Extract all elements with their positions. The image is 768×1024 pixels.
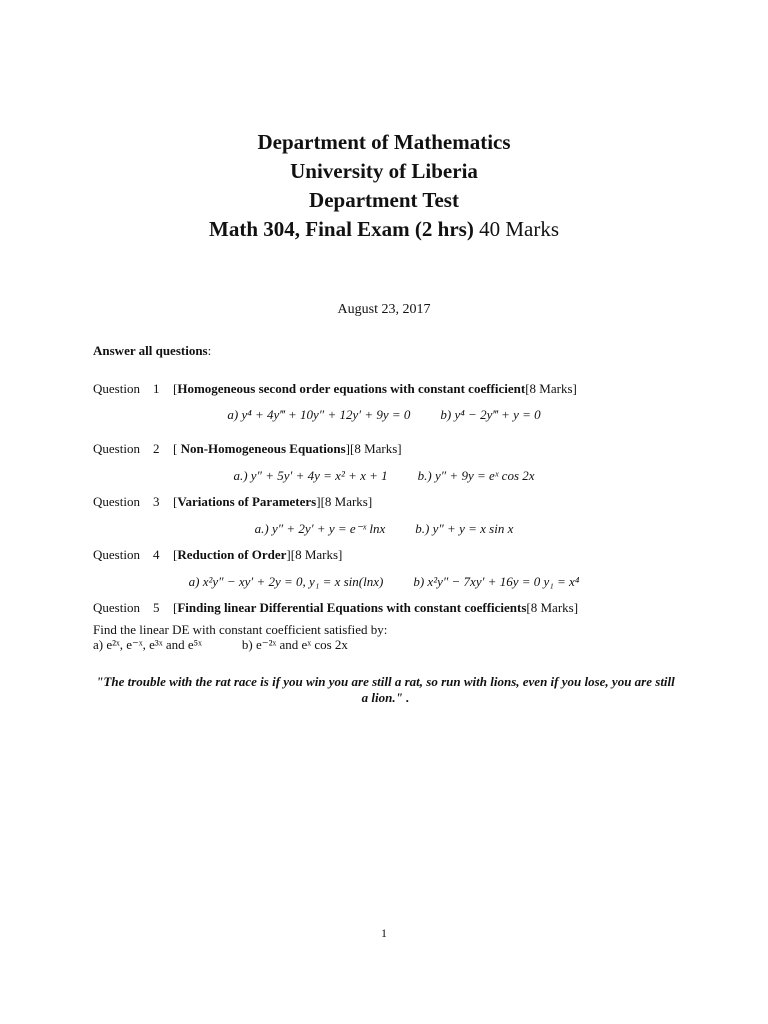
question-2-heading: Question 2 [ Non-Homogeneous Equations][8 Marks]	[93, 441, 402, 456]
question-4-heading: Question 4 [Reduction of Order][8 Marks]	[93, 547, 343, 562]
total-marks: 40 Marks	[473, 217, 559, 241]
equation-a: a) x²y″ − xy′ + 2y = 0, y₁ = x sin(lnx)	[188, 574, 384, 589]
course-title	[0, 215, 768, 244]
question-marks: [8 Marks]	[320, 494, 373, 509]
exam-date: August 23, 2017	[337, 302, 431, 317]
question-marks: [8 Marks]	[350, 441, 402, 456]
question-label: Question	[93, 494, 140, 509]
equation-a: a.) y″ + 2y′ + y = e⁻ˣ lnx	[254, 521, 386, 536]
test-title: Department Test	[309, 188, 459, 212]
question-title: Finding linear Differential Equations with constant coefficients	[177, 600, 527, 615]
instructions-bold: Answer all questions	[93, 343, 208, 358]
question-label: Question	[93, 381, 140, 396]
question-label: Question	[93, 547, 140, 562]
instructions-colon: :	[207, 343, 212, 358]
closing-quote: "The trouble with the rat race is if you win you are still a rat, so run with lions, even if you lose, you are still a lion." .	[96, 674, 675, 705]
question-label: Question	[93, 441, 140, 456]
equation-b: b.) y″ + y = x sin x	[415, 521, 514, 536]
equation-a: a.) y″ + 5y′ + 4y = x² + x + 1	[233, 468, 388, 483]
question-marks: [8 Marks]	[525, 381, 577, 396]
question-title: Variations of Parameters	[177, 494, 317, 509]
question-3-heading: Question 3 [Variations of Parameters][8 Marks]	[93, 494, 373, 509]
question-1-heading: Question 1 [Homogeneous second order equations with constant coefficient[8 Marks]	[93, 381, 577, 396]
equation-b: b) y⁴ − 2y‴ + y = 0	[440, 407, 541, 422]
question-number: 2	[153, 441, 160, 456]
university-title: University of Liberia	[290, 159, 478, 183]
question-4-equations	[0, 574, 768, 590]
course-name: Math 304, Final Exam (2 hrs)	[209, 217, 474, 241]
question-number: 4	[153, 547, 160, 562]
question-marks: [8 Marks]	[526, 600, 579, 615]
question-title: Homogeneous second order equations with constant coefficient	[177, 381, 526, 396]
page-number: 1	[381, 926, 387, 940]
instructions	[93, 343, 211, 359]
exam-header	[0, 128, 768, 244]
question-title: Non-Homogeneous Equations	[180, 441, 346, 456]
question-marks: [8 Marks]	[290, 547, 343, 562]
question-number: 3	[153, 494, 160, 509]
question-1-equations	[0, 407, 768, 423]
part-a: a) e²ˣ, e⁻ˣ, e³ˣ and e⁵ˣ	[93, 637, 202, 652]
question-2-equations	[0, 468, 768, 484]
equation-a: a) y⁴ + 4y‴ + 10y″ + 12y′ + 9y = 0	[227, 407, 411, 422]
equation-b: b.) y″ + 9y = eˣ cos 2x	[417, 468, 535, 483]
question-number: 1	[153, 381, 160, 396]
equation-b: b) x²y″ − 7xy′ + 16y = 0 y₁ = x⁴	[413, 574, 580, 589]
part-b: b) e⁻²ˣ and eˣ cos 2x	[241, 637, 348, 652]
question-5-parts	[93, 637, 348, 652]
question-3-equations	[0, 521, 768, 537]
question-5-prompt: Find the linear DE with constant coefficient satisfied by:	[93, 622, 388, 637]
question-5-heading: Question 5 [Finding linear Differential Equations with constant coefficients[8 Marks]	[93, 600, 579, 615]
question-title: Reduction of Order	[177, 547, 287, 562]
department-title: Department of Mathematics	[257, 130, 511, 154]
question-label: Question	[93, 600, 140, 615]
question-number: 5	[153, 600, 160, 615]
